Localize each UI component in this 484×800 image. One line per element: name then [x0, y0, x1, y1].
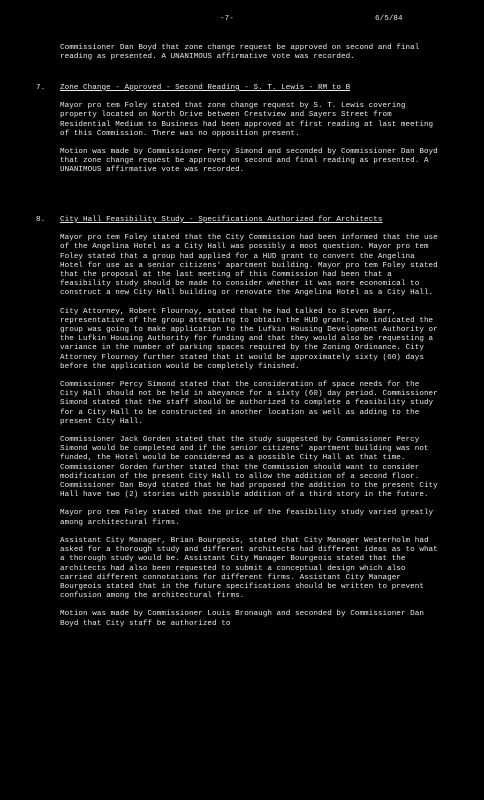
item-8-title: City Hall Feasibility Study - Specifications Authorized for Architects: [60, 216, 383, 224]
item-8-paragraph-6: Assistant City Manager, Brian Bourgeois, stated that City Manager Westerholm had asked for a thorough study and different architects had different ideas as to what a thorough study would be. Assistant City Manager Bourgeois stated that the architects had also been requested to submit a conceptual design which also carried different connotations for different firms. Assistant City Manager Bourgeois stated that in the future specifications should be written to prevent confusion among the architectural firms.: [60, 536, 438, 601]
intro-paragraph: Commissioner Dan Boyd that zone change request be approved on second and final reading as presented. A UNANIMOUS affirmative vote was recorded.: [60, 44, 420, 62]
item-7-number: 7.: [36, 84, 46, 92]
item-8-paragraph-7: Motion was made by Commissioner Louis Bronaugh and seconded by Commissioner Dan Boyd that City staff be authorized to: [60, 610, 424, 628]
item-7-paragraph-1: Mayor pro tem Foley stated that zone change request by S. T. Lewis covering property located on North Drive between Crestview and Sayers Street from Residential Medium to Business had been approved at first reading at last meeting of this Commission. There was no opposition present.: [60, 102, 434, 138]
item-8-paragraph-1: Mayor pro tem Foley stated that the City Commission had been informed that the use of the Angelina Hotel as a City Hall was possibly a moot question. Mayor pro tem Foley stated that a group had applied for a HUD grant to convert the Angelina Hotel for use as a senior citizens' apartment building. Mayor pro tem Foley stated that the proposal at the last meeting of this Commission had been that a feasibility study should be made to consider whether it was more economical to construct a new City Hall building or renovate the Angelina Hotel as a City Hall.: [60, 234, 438, 298]
item-8-paragraph-5: Mayor pro tem Foley stated that the price of the feasibility study varied greatly among architectural firms.: [60, 509, 434, 527]
item-8-paragraph-4: Commissioner Jack Gorden stated that the study suggested by Commissioner Percy Simond would be completed and if the senior citizens' apartment building was not funded, the Hotel would be considered as a possible City Hall at that time. Commissioner Gorden further stated that the Commission should want to consider modification of the present City Hall to allow the addition of a second floor. Commissioner Dan Boyd stated that he had proposed the addition to the present City Hall have two (2) stories with possible addition of a third story in the future.: [60, 436, 438, 500]
item-8-number: 8.: [36, 216, 46, 224]
header-date: 6/5/84: [375, 15, 403, 23]
item-7-paragraph-2: Motion was made by Commissioner Percy Simond and seconded by Commissioner Dan Boyd that zone change request be approved on second and final reading as presented. A UNANIMOUS affirmative vote was recorded.: [60, 148, 438, 175]
item-8-paragraph-2: City Attorney, Robert Flournoy, stated that he had talked to Steven Barr, representative of the group attempting to obtain the HUD grant, who indicated the group was going to make application to the Lufkin Housing Development Authority or the Lufkin Housing Authority for funding and that they would also be requesting a variance in the number of parking spaces required by the Zoning Ordinance. City Attorney Flournoy further stated that it would be approximately sixty (60) days before the application would be completely finished.: [60, 307, 438, 371]
item-7-title: Zone Change - Approved - Second Reading - S. T. Lewis - RM to B: [60, 84, 351, 92]
item-8-paragraph-3: Commissioner Percy Simond stated that the consideration of space needs for the City Hall should not be held in abeyance for a sixty (60) day period. Commissioner Simond stated that the staff should be authorized to complete a feasibility study for a City Hall to be constructed in another location as well as adding to the present City Hall.: [60, 381, 438, 426]
item-8-section: [36, 216, 440, 629]
item-7-section: [36, 84, 440, 176]
intro-paragraph-section: [60, 44, 440, 62]
page-number: -7-: [220, 15, 234, 23]
